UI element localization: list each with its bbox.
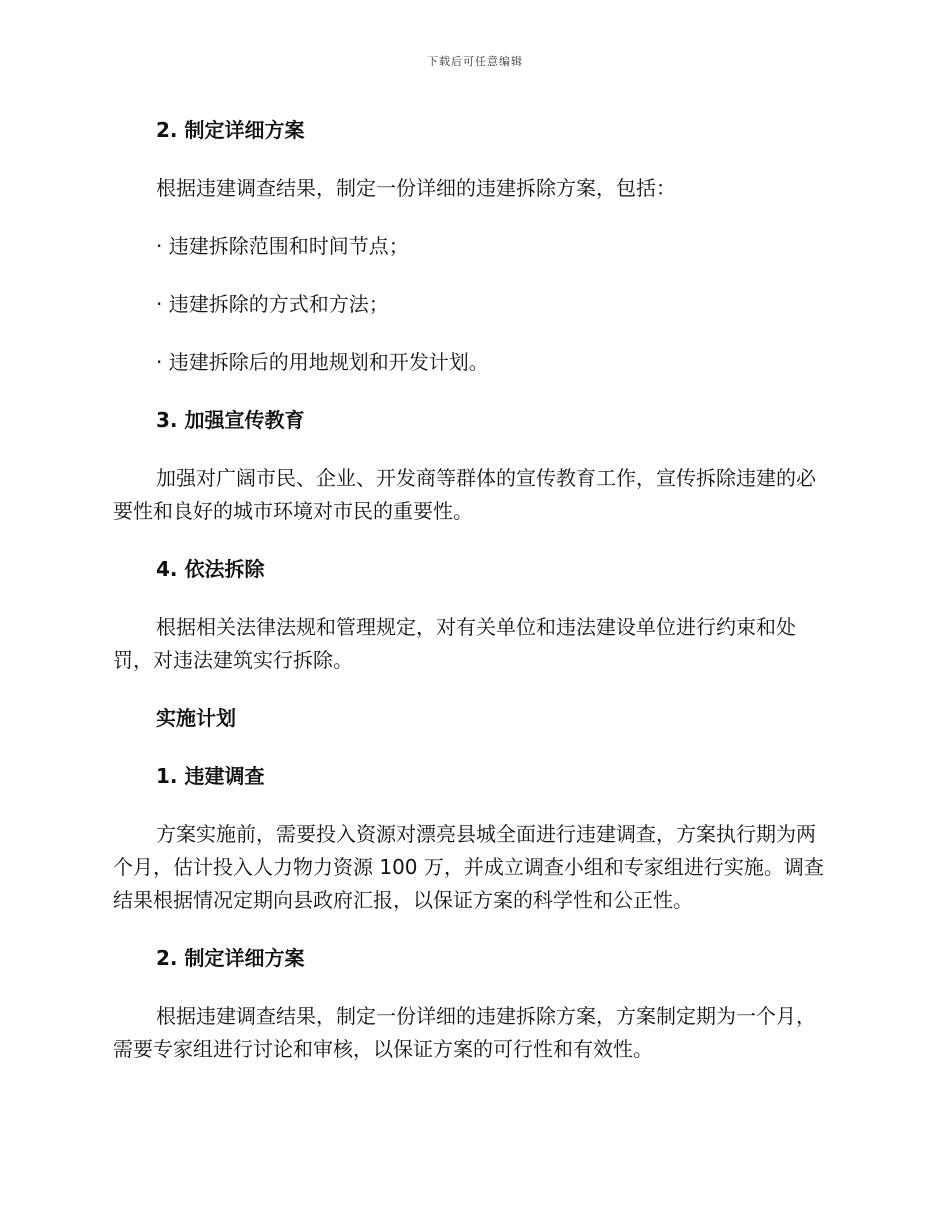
paragraph-plan-intro: 根据违建调查结果，制定一份详细的违建拆除方案，包括：	[156, 176, 676, 200]
section-heading-survey: 1. 违建调查	[156, 764, 265, 788]
section-heading-publicity: 3. 加强宣传教育	[156, 408, 305, 432]
paragraph-legal-demolition: 根据相关法律法规和管理规定，对有关单位和违法建设单位进行约束和处罚，对违法建筑实行拆除。	[113, 615, 796, 672]
paragraph-survey: 方案实施前，需要投入资源对漂亮县城全面进行违建调查，方案执行期为两个月，估计投入人力物力资源 100 万，并成立调查小组和专家组进行实施。调查结果根据情况定期向县政府汇报，以保证方案的科学性和公正性。	[113, 822, 824, 912]
paragraph-plan-detail: 根据违建调查结果，制定一份详细的违建拆除方案，方案制定期为一个月，需要专家组进行讨论和审核，以保证方案的可行性和有效性。	[113, 1004, 816, 1061]
header-note: 下载后可任意编辑	[427, 55, 523, 68]
section-heading-make-plan-2: 2. 制定详细方案	[156, 946, 305, 970]
section-heading-make-plan: 2. 制定详细方案	[156, 118, 305, 142]
bullet-item-land-use: · 违建拆除后的用地规划和开发计划。	[156, 350, 489, 374]
bullet-item-method: · 违建拆除的方式和方法；	[156, 292, 389, 316]
document-body	[113, 114, 831, 1091]
paragraph-publicity: 加强对广阔市民、企业、开发商等群体的宣传教育工作，宣传拆除违建的必要性和良好的城市环境对市民的重要性。	[113, 466, 816, 523]
bullet-item-scope: · 违建拆除范围和时间节点；	[156, 234, 409, 258]
section-heading-legal-demolition: 4. 依法拆除	[156, 557, 265, 581]
section-heading-implementation-plan: 实施计划	[156, 706, 236, 730]
